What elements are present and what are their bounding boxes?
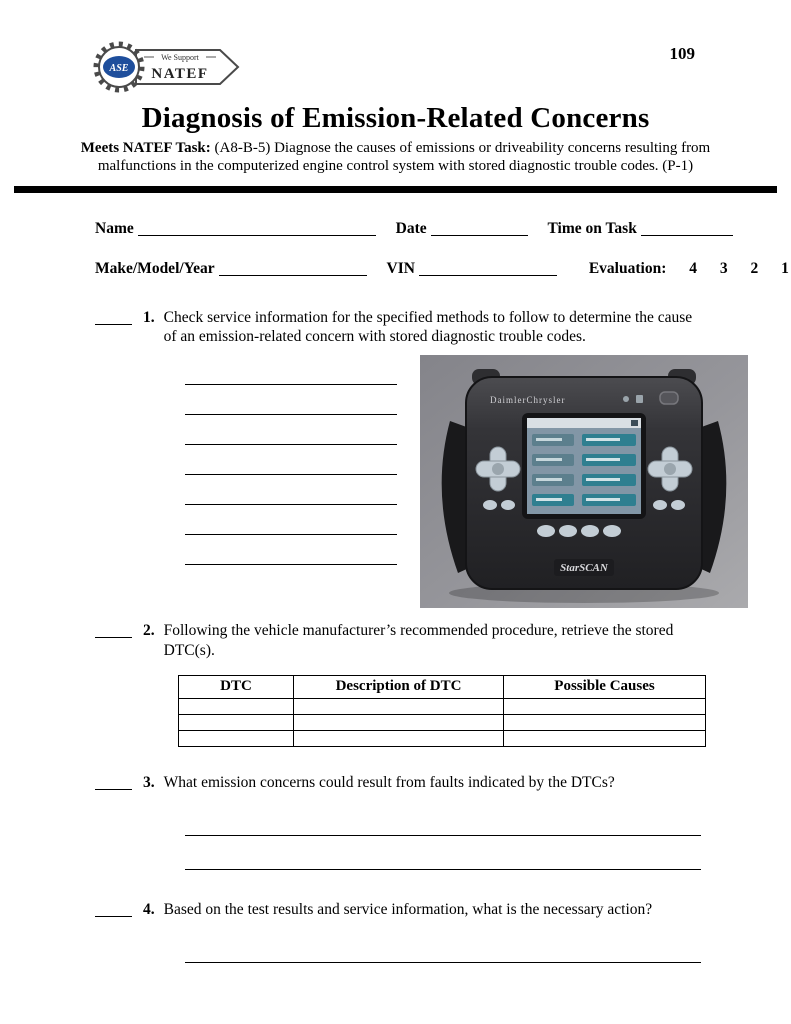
question-1-answer-area xyxy=(95,355,748,608)
page-title: Diagnosis of Emission-Related Concerns xyxy=(141,102,650,134)
question-3-text: What emission concerns could result from faults indicated by the DTCs? xyxy=(163,773,615,791)
name-label: Name xyxy=(95,219,134,237)
question-4-number: 4. xyxy=(143,900,155,918)
causes-column-header: Possible Causes xyxy=(504,675,706,698)
scan-tool-photo xyxy=(420,355,748,608)
answer-line[interactable] xyxy=(185,385,397,415)
side-button xyxy=(501,500,515,510)
we-support-text: We Support xyxy=(161,53,199,62)
time-on-task-label: Time on Task xyxy=(547,219,637,237)
make-model-year-label: Make/Model/Year xyxy=(95,259,215,277)
causes-cell[interactable] xyxy=(504,698,706,714)
dtc-column-header: DTC xyxy=(179,675,294,698)
answer-line[interactable] xyxy=(185,445,397,475)
device-model-label: StarSCAN xyxy=(560,562,608,575)
function-button xyxy=(537,525,555,537)
dtc-table-row xyxy=(179,714,706,730)
question-3 xyxy=(95,773,746,793)
indicator-icon xyxy=(623,396,629,402)
dtc-cell[interactable] xyxy=(179,730,294,746)
description-cell[interactable] xyxy=(294,698,504,714)
question-4 xyxy=(95,900,746,920)
natef-task-label: Meets NATEF Task: xyxy=(80,140,211,156)
evaluation-score-2[interactable]: 2 xyxy=(750,259,759,277)
answer-line[interactable] xyxy=(185,475,397,505)
question-1-write-lines xyxy=(185,355,397,608)
function-button xyxy=(581,525,599,537)
dtc-table-row xyxy=(179,698,706,714)
screen-menu-icon xyxy=(631,420,638,426)
device-brand-label: DaimlerChrysler xyxy=(490,395,566,406)
evaluation-score-1[interactable]: 1 xyxy=(781,259,789,277)
vin-field[interactable] xyxy=(419,262,557,276)
scan-tool-photo-graphic xyxy=(420,355,748,608)
question-4-grade-blank[interactable] xyxy=(95,900,132,917)
answer-line[interactable] xyxy=(185,869,701,870)
function-button xyxy=(559,525,577,537)
question-1 xyxy=(95,308,746,348)
screen-titlebar xyxy=(527,418,641,428)
evaluation-label: Evaluation: xyxy=(588,259,667,277)
indicator-icon xyxy=(636,395,643,403)
description-cell[interactable] xyxy=(294,730,504,746)
function-button xyxy=(603,525,621,537)
description-column-header: Description of DTC xyxy=(294,675,504,698)
question-1-number: 1. xyxy=(143,308,155,326)
date-field[interactable] xyxy=(431,222,528,236)
causes-cell[interactable] xyxy=(504,730,706,746)
natef-task-text: (A8-B-5) Diagnose the causes of emissions or driveability concerns resulting from malfunctions in the computerized engine control system with stored diagnostic trouble codes. (P-1) xyxy=(97,140,711,175)
side-button xyxy=(483,500,497,510)
evaluation-score-4[interactable]: 4 xyxy=(689,259,697,277)
answer-line[interactable] xyxy=(185,962,701,963)
question-4-text: Based on the test results and service information, what is the necessary action? xyxy=(163,900,653,918)
side-button xyxy=(671,500,685,510)
causes-cell[interactable] xyxy=(504,714,706,730)
natef-task-statement xyxy=(56,139,736,176)
evaluation-score-3[interactable]: 3 xyxy=(719,259,728,277)
question-3-grade-blank[interactable] xyxy=(95,773,132,790)
dtc-cell[interactable] xyxy=(179,714,294,730)
form-row-vehicle xyxy=(95,259,789,278)
dtc-cell[interactable] xyxy=(179,698,294,714)
dtc-table-row xyxy=(179,730,706,746)
question-3-number: 3. xyxy=(143,773,155,791)
question-2-number: 2. xyxy=(143,622,155,640)
page-number: 109 xyxy=(669,44,695,63)
dtc-table-header-row xyxy=(179,675,706,698)
ase-logo-text: ASE xyxy=(109,63,129,74)
time-on-task-field[interactable] xyxy=(641,222,733,236)
name-field[interactable] xyxy=(138,222,376,236)
side-button xyxy=(653,500,667,510)
answer-line[interactable] xyxy=(185,835,701,836)
power-button xyxy=(660,392,678,404)
divider-rule xyxy=(14,186,777,193)
natef-logo-graphic xyxy=(92,40,242,94)
description-cell[interactable] xyxy=(294,714,504,730)
answer-line[interactable] xyxy=(185,355,397,385)
natef-text: NATEF xyxy=(151,66,209,82)
question-2 xyxy=(95,621,746,661)
natef-logo xyxy=(92,40,242,99)
dtc-table xyxy=(178,675,706,747)
form-row-identity xyxy=(95,219,701,238)
answer-line[interactable] xyxy=(185,415,397,445)
make-model-year-field[interactable] xyxy=(219,262,367,276)
question-2-text: Following the vehicle manufacturer’s recommended procedure, retrieve the stored DTC(s). xyxy=(163,622,674,660)
question-1-text: Check service information for the specified methods to follow to determine the cause of an emission-related concern with stored diagnostic trouble codes. xyxy=(163,308,693,346)
date-label: Date xyxy=(395,219,427,237)
question-1-grade-blank[interactable] xyxy=(95,308,132,325)
question-2-grade-blank[interactable] xyxy=(95,621,132,638)
answer-line[interactable] xyxy=(185,505,397,535)
answer-line[interactable] xyxy=(185,535,397,565)
vin-label: VIN xyxy=(386,259,415,277)
